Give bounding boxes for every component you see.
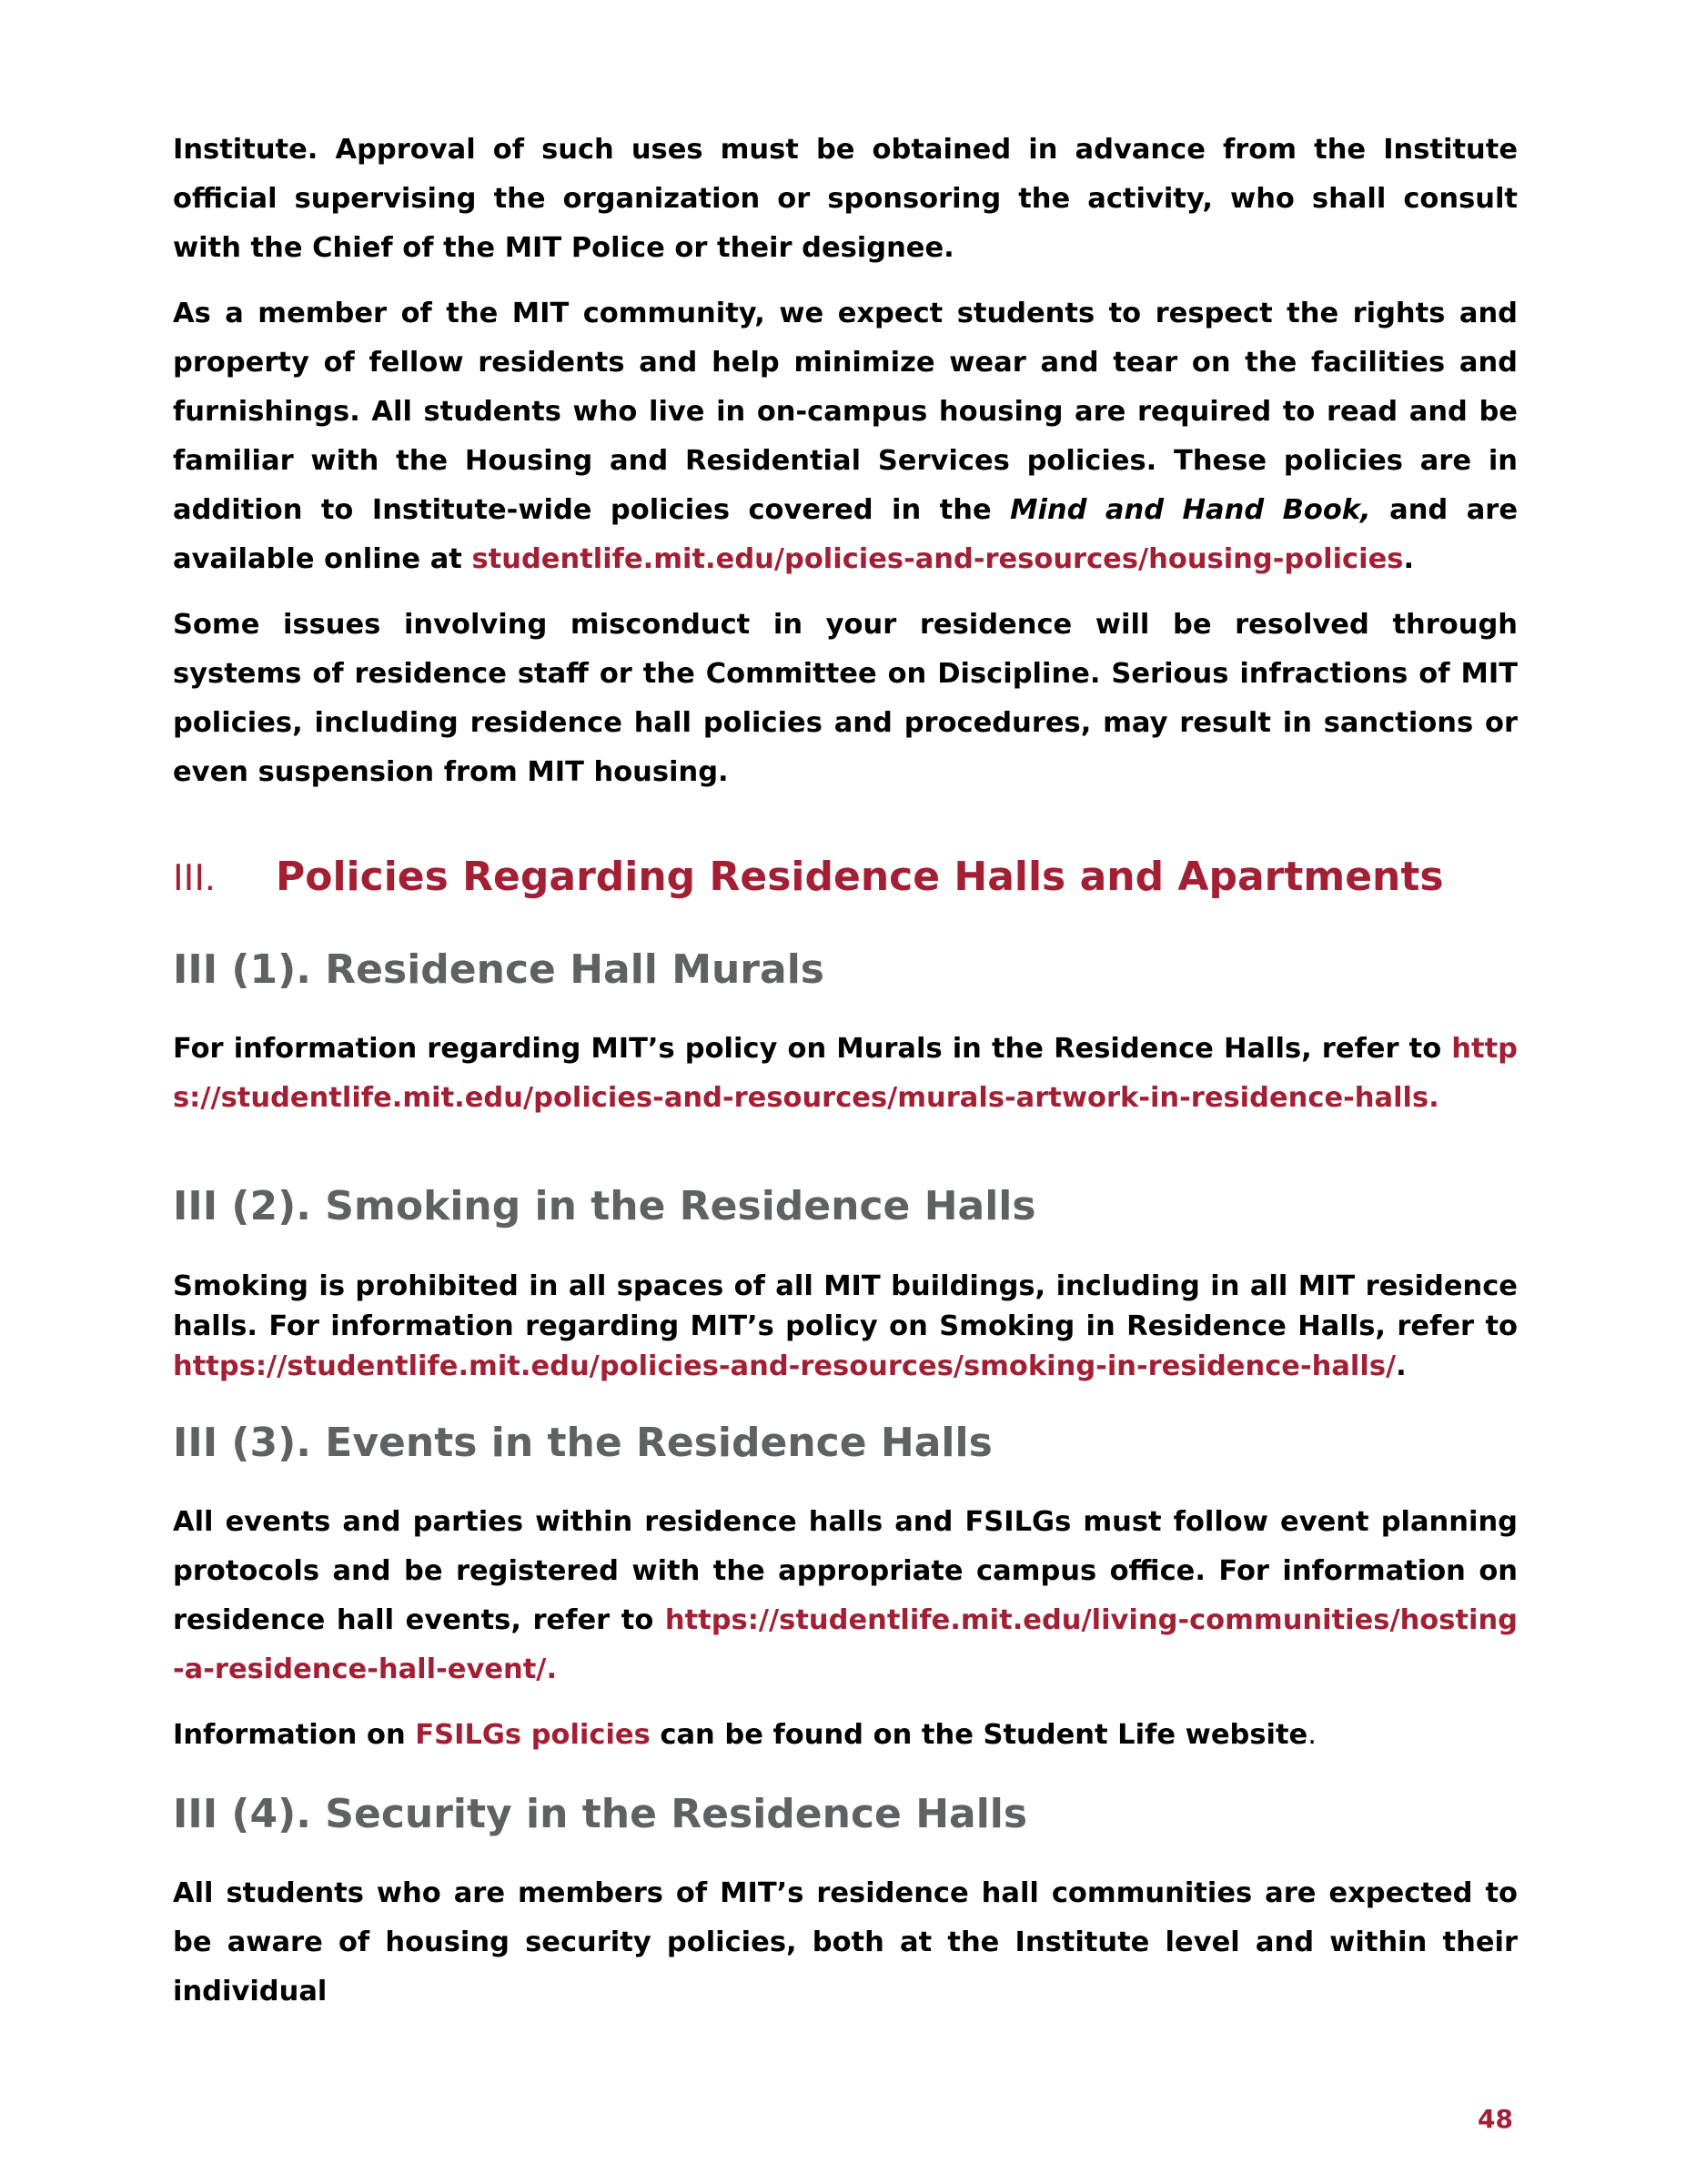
fsilg-paragraph	[173, 1711, 1518, 1760]
murals-link[interactable]: https://studentlife.mit.edu/policies-and-resources/murals-artwork-in-residence-halls.	[173, 1033, 1518, 1114]
intro-paragraph-2-period: .	[1403, 543, 1415, 575]
smoking-link[interactable]: https://studentlife.mit.edu/policies-and-resources/smoking-in-residence-halls/	[173, 1350, 1397, 1382]
intro-paragraph-2-text: As a member of the MIT community, we expect students to respect the rights and property of fellow residents and help minimize wear and tear on the facilities and furnishings. All students who live in on-campus housing are required to read and be familiar with the Housing and Residential Services policies. These policies are in addition to Institute-wide policies covered in the	[173, 298, 1518, 526]
murals-heading: III (1). Residence Hall Murals	[173, 946, 824, 993]
fsilg-period: .	[1307, 1719, 1317, 1751]
section-heading	[173, 850, 1518, 905]
document-page	[173, 126, 1518, 2017]
smoking-text: Smoking is prohibited in all spaces of all MIT buildings, including in all MIT residence halls. For information regarding MIT’s policy on Smoking in Residence Halls, refer to	[173, 1270, 1518, 1342]
smoking-period: .	[1396, 1350, 1407, 1382]
security-heading: III (4). Security in the Residence Halls	[173, 1791, 1028, 1837]
fsilgs-policies-link[interactable]: FSILGs policies	[415, 1719, 651, 1751]
murals-paragraph	[173, 1025, 1518, 1123]
events-text: All events and parties within residence halls and FSILGs must follow event planning protocols and be registered with the appropriate campus office. For information on residence hall events, refer to	[173, 1506, 1518, 1636]
page-number: 48	[1478, 2104, 1513, 2134]
smoking-heading: III (2). Smoking in the Residence Halls	[173, 1183, 1036, 1229]
intro-paragraph-3: Some issues involving misconduct in your residence will be resolved through systems of residence staff or the Committee on Discipline. Serious infractions of MIT policies, including residence hall policies and procedures, may result in sanctions or even suspension from MIT housing.	[173, 609, 1518, 788]
mind-and-hand-book-title: Mind and Hand Book,	[1010, 494, 1371, 526]
section-title: Policies Regarding Residence Halls and Apartments	[276, 854, 1444, 900]
intro-paragraph-2-text-cont: and are available online at	[173, 494, 1519, 575]
smoking-paragraph	[173, 1267, 1518, 1387]
fsilg-text-cont: can be found on the Student Life website	[650, 1719, 1308, 1751]
murals-text: For information regarding MIT’s policy on Murals in the Residence Halls, refer to	[173, 1033, 1452, 1065]
security-paragraph: All students who are members of MIT’s residence hall communities are expected to be aware of housing security policies, both at the Institute level and within their individual	[173, 1877, 1518, 2007]
intro-paragraph-1: Institute. Approval of such uses must be obtained in advance from the Institute official supervising the organization or sponsoring the activity, who shall consult with the Chief of the MIT Police or their designee.	[173, 134, 1518, 264]
events-link[interactable]: https://studentlife.mit.edu/living-communities/hosting-a-residence-hall-event/.	[173, 1604, 1518, 1685]
fsilg-text: Information on	[173, 1719, 416, 1751]
housing-policies-link[interactable]: studentlife.mit.edu/policies-and-resources/housing-policies	[471, 543, 1404, 575]
events-paragraph	[173, 1498, 1518, 1694]
intro-paragraph-2	[173, 289, 1518, 584]
smoking-block	[173, 1267, 1518, 1387]
events-heading: III (3). Events in the Residence Halls	[173, 1420, 993, 1466]
section-number: III.	[173, 855, 216, 898]
